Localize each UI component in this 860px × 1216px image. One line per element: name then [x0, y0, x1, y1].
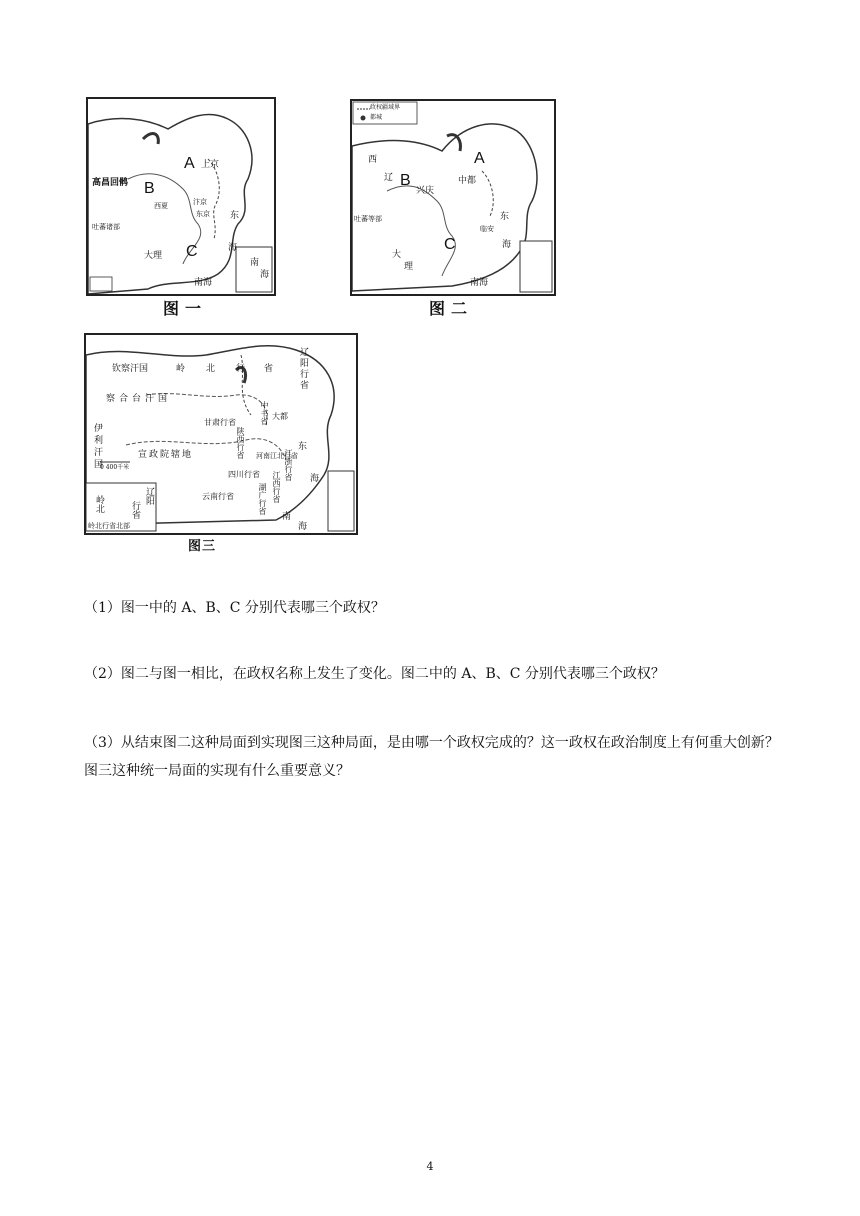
map3-inset-label: 岭北 [94, 495, 104, 513]
map1-inset-label: 海 [258, 269, 268, 278]
map3-label: 云南行省 [202, 492, 234, 501]
page-number: 4 [426, 1160, 434, 1173]
map3-label: 岭 [176, 364, 186, 374]
map3-inset-caption: 岭北行省北部 [88, 522, 130, 530]
map1-label: 西夏 [154, 202, 168, 210]
map3-label: 江浙行省 [284, 449, 293, 481]
map1-inset-label: 南 [248, 257, 258, 266]
map1-label: 东京 [196, 210, 210, 218]
map2-legend-capital: 都城 [370, 114, 383, 121]
map-figure-1 [86, 97, 276, 296]
map1-label: 高昌回鹘 [92, 178, 129, 188]
map1-label: 海 [228, 243, 238, 253]
map2-label: 海 [502, 240, 512, 250]
map3-label: 宣政院辖地 [138, 450, 194, 460]
question-3: （3）从结束图二这种局面到实现图三这种局面，是由哪一个政权完成的？这一政权在政治制度上有何重大创新？图三这种统一局面的实现有什么重要意义？ [84, 735, 779, 779]
map3-inset-label: 行省 [130, 501, 140, 519]
map3-label: 大都 [272, 412, 288, 421]
map3-label: 湖广行省 [258, 483, 267, 515]
map1-letter-a: A [184, 155, 195, 172]
map3-label: 钦察汗国 [112, 364, 149, 374]
map1-caption: 图一 [163, 299, 208, 318]
map3-label: 察合台汗国 [106, 394, 172, 404]
map3-label: 省 [264, 364, 274, 374]
map2-label: 南海 [470, 278, 489, 288]
map3-label: 河南江北行省 [256, 452, 298, 460]
map3-label: 南 [282, 512, 292, 522]
map3-label: 东 [298, 442, 308, 452]
map1-letter-b: B [144, 180, 155, 197]
map2-legend-boundary: 政权疆域界 [370, 104, 401, 111]
map2-label: 临安 [480, 225, 494, 233]
map2-letter-b: B [400, 172, 411, 189]
map3-label: 海 [298, 522, 308, 532]
map3-label: 中书省 [260, 401, 269, 425]
map3-label: 江西行省 [272, 471, 281, 503]
map3-label: 甘肃行省 [204, 418, 236, 427]
map3-caption: 图三 [188, 539, 217, 554]
map1-label: 上京 [201, 160, 220, 170]
map1-label: 大理 [144, 251, 163, 261]
map3-label: 四川行省 [228, 470, 260, 479]
map2-label: 大 [392, 250, 402, 260]
map3-label: 伊利汗国 [92, 423, 102, 471]
map2-label: 西 [368, 155, 378, 165]
map3-inset-label: 辽阳 [144, 487, 154, 505]
question-1: （1）图一中的 A、B、C 分别代表哪三个政权？ [84, 600, 385, 616]
map2-label: 中都 [458, 176, 477, 186]
map2-label: 兴庆 [416, 186, 435, 196]
map3-scale: 0 400千米 [100, 464, 130, 471]
map3-label: 辽阳行省 [298, 347, 308, 391]
map3-label: 北 [206, 364, 216, 374]
map2-letter-a: A [474, 150, 485, 167]
map1-label: 东 [230, 211, 240, 221]
map2-label: 东 [500, 212, 510, 222]
map2-caption: 图二 [429, 299, 474, 318]
map3-label: 陕西行省 [236, 427, 245, 459]
map3-label: 海 [310, 474, 320, 484]
map-figure-2 [350, 99, 556, 296]
map1-label: 南海 [194, 278, 213, 288]
map2-letter-c: C [444, 236, 456, 253]
map2-label: 理 [404, 262, 414, 272]
map1-label: 汴京 [193, 198, 207, 206]
map3-label: 行 [236, 364, 246, 374]
map1-letter-c: C [186, 243, 198, 260]
map-1-outline [88, 99, 274, 294]
map1-label: 吐蕃诸部 [92, 223, 120, 231]
question-2: （2）图二与图一相比，在政权名称上发生了变化。图二中的 A、B、C 分别代表哪三个政权？ [84, 666, 665, 682]
map2-label: 辽 [384, 173, 394, 183]
map2-label: 吐蕃等部 [354, 215, 382, 223]
map-figure-3 [84, 333, 358, 535]
map-2-outline [352, 101, 554, 294]
